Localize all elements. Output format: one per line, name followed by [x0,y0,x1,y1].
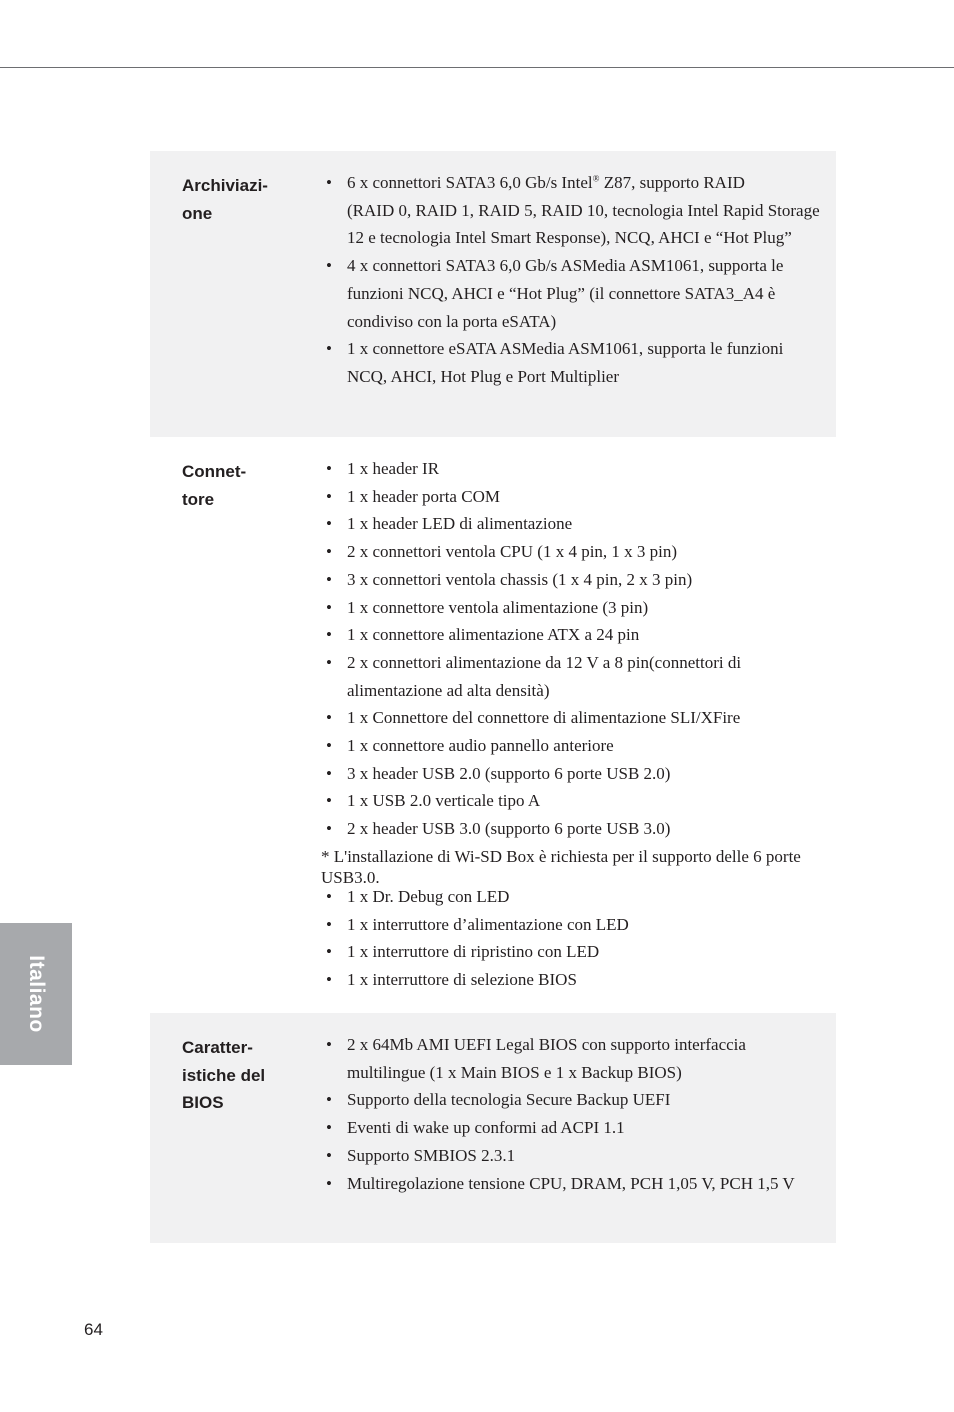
bios-section [150,1013,836,1243]
list-item: • 1 x connettore eSATA ASMedia ASM1061, supporta le funzioni NCQ, AHCI, Hot Plug e Port Multiplier [321,335,821,390]
connector-section-title: Connet- tore [182,462,247,509]
list-item: • Multiregolazione tensione CPU, DRAM, PCH 1,05 V, PCH 1,5 V [321,1170,821,1198]
page-number: 64 [84,1320,103,1339]
list-item: • 2 x connettori alimentazione da 12 V a 8 pin(connettori di alimentazione ad alta densità) [321,649,821,704]
list-item: • Eventi di wake up conformi ad ACPI 1.1 [321,1114,821,1142]
usb3-footnote: * L'installazione di Wi-SD Box è richiesta per il supporto delle 6 porte USB3.0. [321,847,801,887]
storage-section [150,151,836,437]
list-item: • 2 x 64Mb AMI UEFI Legal BIOS con supporto interfaccia multilingue (1 x Main BIOS e 1 x Backup BIOS) [321,1031,821,1086]
list-item: • 1 x interruttore d’alimentazione con LED [321,911,821,939]
list-item: • 1 x USB 2.0 verticale tipo A [321,787,821,815]
registered-mark: ® [592,173,600,184]
list-item: • 1 x interruttore di selezione BIOS [321,966,821,994]
list-item: • 6 x connettori SATA3 6,0 Gb/s Intel® Z87, supporto RAID (RAID 0, RAID 1, RAID 5, RAID 10, tecnologia Intel Rapid Storage 12 e tecnologia Intel Smart Response), NCQ, AHCI e “Hot Plug” [321,169,821,252]
list-item: • Supporto SMBIOS 2.3.1 [321,1142,821,1170]
language-tab-label: Italiano [25,955,48,1033]
list-item: • 1 x connettore alimentazione ATX a 24 pin [321,621,821,649]
list-item: • 1 x Dr. Debug con LED [321,883,821,911]
list-item: • 1 x header IR [321,455,821,483]
bios-section-title: Caratter- istiche del BIOS [182,1038,266,1113]
list-item: • 1 x connettore ventola alimentazione (3 pin) [321,594,821,622]
list-item: • 2 x header USB 3.0 (supporto 6 porte USB 3.0) [321,815,821,843]
list-item: • Supporto della tecnologia Secure Backup UEFI [321,1086,821,1114]
header-rule [0,67,954,68]
language-tab [0,923,72,1065]
list-item: • 1 x connettore audio pannello anteriore [321,732,821,760]
list-item: • 1 x header LED di alimentazione [321,510,821,538]
list-item: • 1 x interruttore di ripristino con LED [321,938,821,966]
list-item: • 2 x connettori ventola CPU (1 x 4 pin, 1 x 3 pin) [321,538,821,566]
connector-section [150,437,836,1013]
storage-list [321,169,821,391]
connector-list-continued [321,883,821,994]
bios-list [321,1031,821,1197]
list-item: • 1 x Connettore del connettore di alimentazione SLI/XFire [321,704,821,732]
list-item: • 3 x header USB 2.0 (supporto 6 porte USB 2.0) [321,760,821,788]
list-item: • 3 x connettori ventola chassis (1 x 4 pin, 2 x 3 pin) [321,566,821,594]
list-item: • 4 x connettori SATA3 6,0 Gb/s ASMedia ASM1061, supporta le funzioni NCQ, AHCI e “Hot Plug” (il connettore SATA3_A4 è condiviso con la porta eSATA) [321,252,821,335]
storage-section-title: Archiviazi- one [182,176,268,223]
connector-list [321,455,821,843]
list-item: • 1 x header porta COM [321,483,821,511]
